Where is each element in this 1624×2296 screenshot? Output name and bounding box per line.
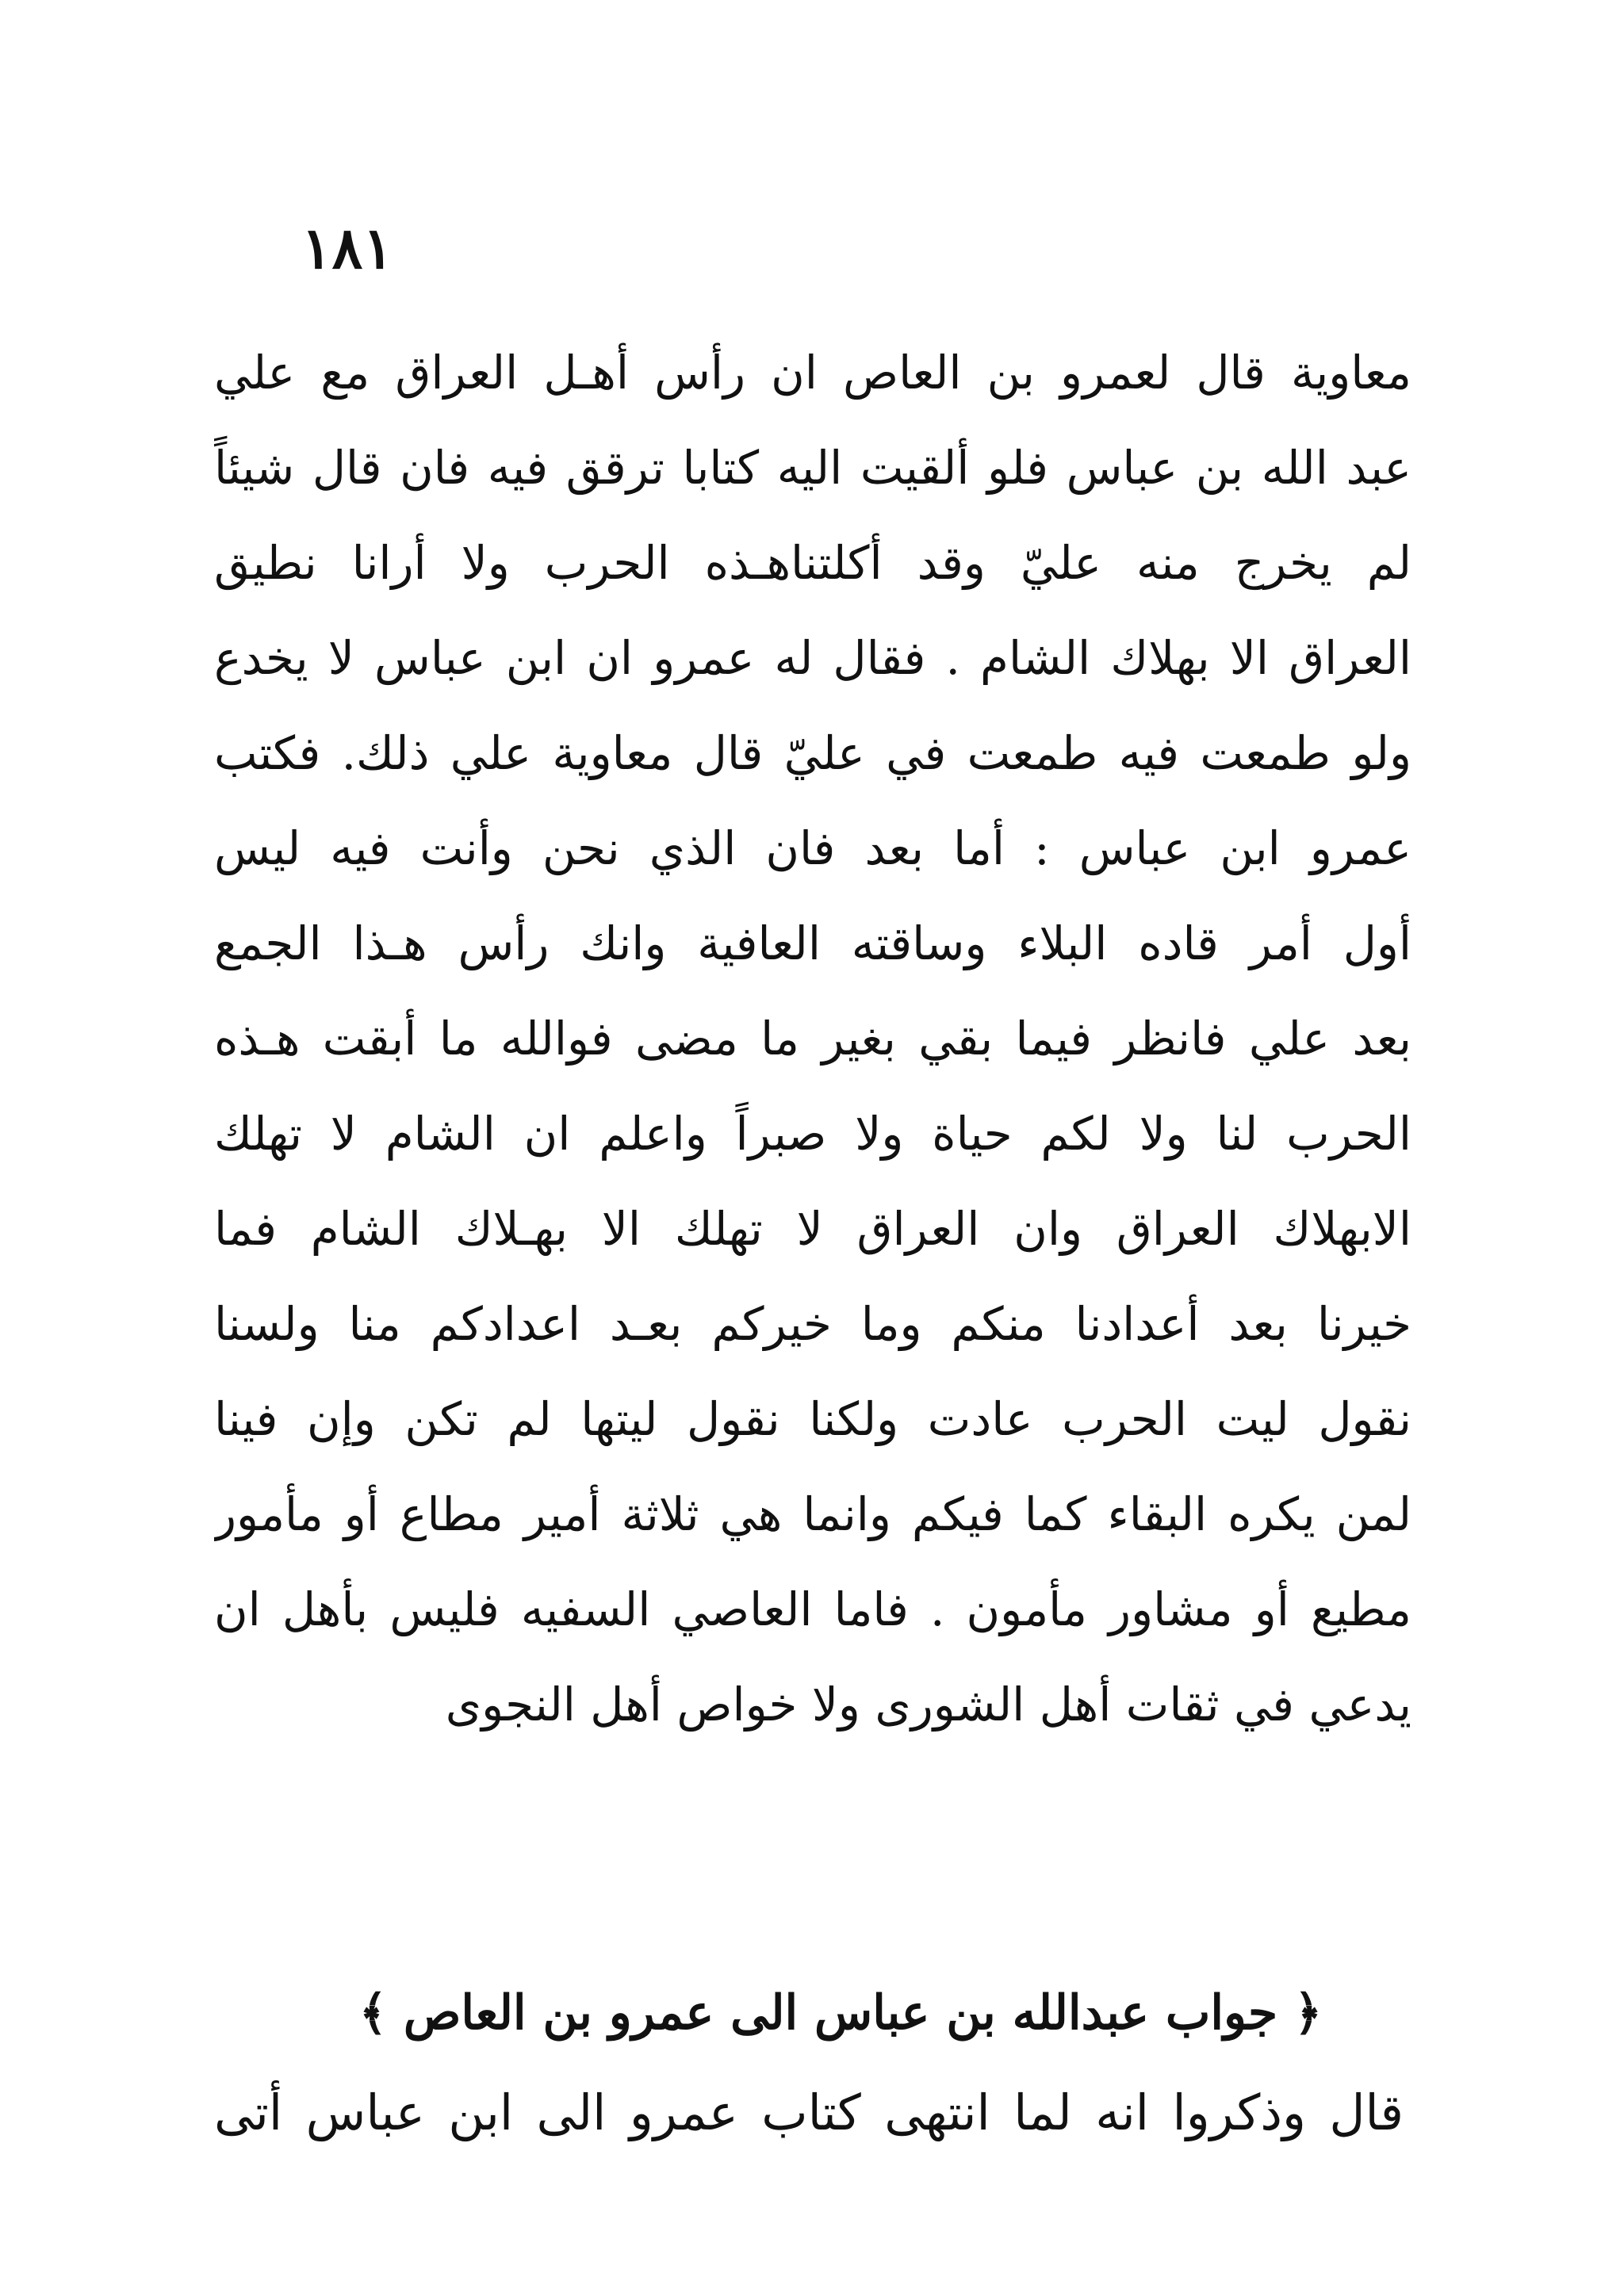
text-line-14: مطيع أو مشاور مأمون . فاما العاصي السفيه فليس بأهل ان	[214, 1582, 1411, 1636]
text-line-last: قال وذكروا انه لما انتهى كتاب عمرو الى ابن عباس أتى	[214, 2084, 1404, 2141]
continuation-text	[214, 2065, 1404, 2160]
text-line-1: معاوية قال لعمرو بن العاص ان رأس أهـل العراق مع علي	[214, 346, 1411, 400]
text-line-8: بعد علي فانظر فيما بقي بغير ما مضى فوالله ما أبقت هـذه	[214, 1012, 1411, 1066]
text-line-7: أول أمر قاده البلاء وساقته العافية وانك رأس هـذا الجمع	[214, 916, 1411, 970]
page-number: ١٨١	[301, 214, 394, 281]
text-line-11: خيرنا بعد أعدادنا منكم وما خيركم بعـد اعدادكم منا ولسنا	[214, 1297, 1411, 1351]
text-line-6: عمرو ابن عباس : أما بعد فان الذي نحن وأنت فيه ليس	[214, 821, 1411, 875]
text-line-9: الحرب لنا ولا لكم حياة ولا صبراً واعلم ان الشام لا تهلك	[214, 1107, 1411, 1161]
text-line-4: العراق الا بهلاك الشام . فقال له عمرو ان ابن عباس لا يخدع	[214, 631, 1411, 685]
text-line-15: يدعي في ثقات أهل الشورى ولا خواص أهل النجوى	[445, 1678, 1411, 1732]
section-heading: ﴿ جواب عبدالله بن عباس الى عمرو بن العاص ﴾	[358, 1985, 1323, 2041]
text-line-12: نقول ليت الحرب عادت ولكنا نقول ليتها لم تكن وإن فينا	[214, 1392, 1411, 1446]
text-line-3: لم يخرج منه عليّ وقد أكلتناهـذه الحرب ولا أرانا نطيق	[214, 536, 1411, 590]
body-text	[214, 325, 1411, 1752]
text-line-5: ولو طمعت فيه طمعت في عليّ قال معاوية علي ذلك. فكتب	[214, 726, 1411, 780]
text-line-10: الابهلاك العراق وان العراق لا تهلك الا بهـلاك الشام فما	[214, 1202, 1411, 1256]
text-line-2: عبد الله بن عباس فلو ألقيت اليه كتابا ترقق فيه فان قال شيئاً	[214, 441, 1411, 495]
text-line-13: لمن يكره البقاء كما فيكم وانما هي ثلاثة أمير مطاع أو مأمور	[214, 1487, 1411, 1541]
